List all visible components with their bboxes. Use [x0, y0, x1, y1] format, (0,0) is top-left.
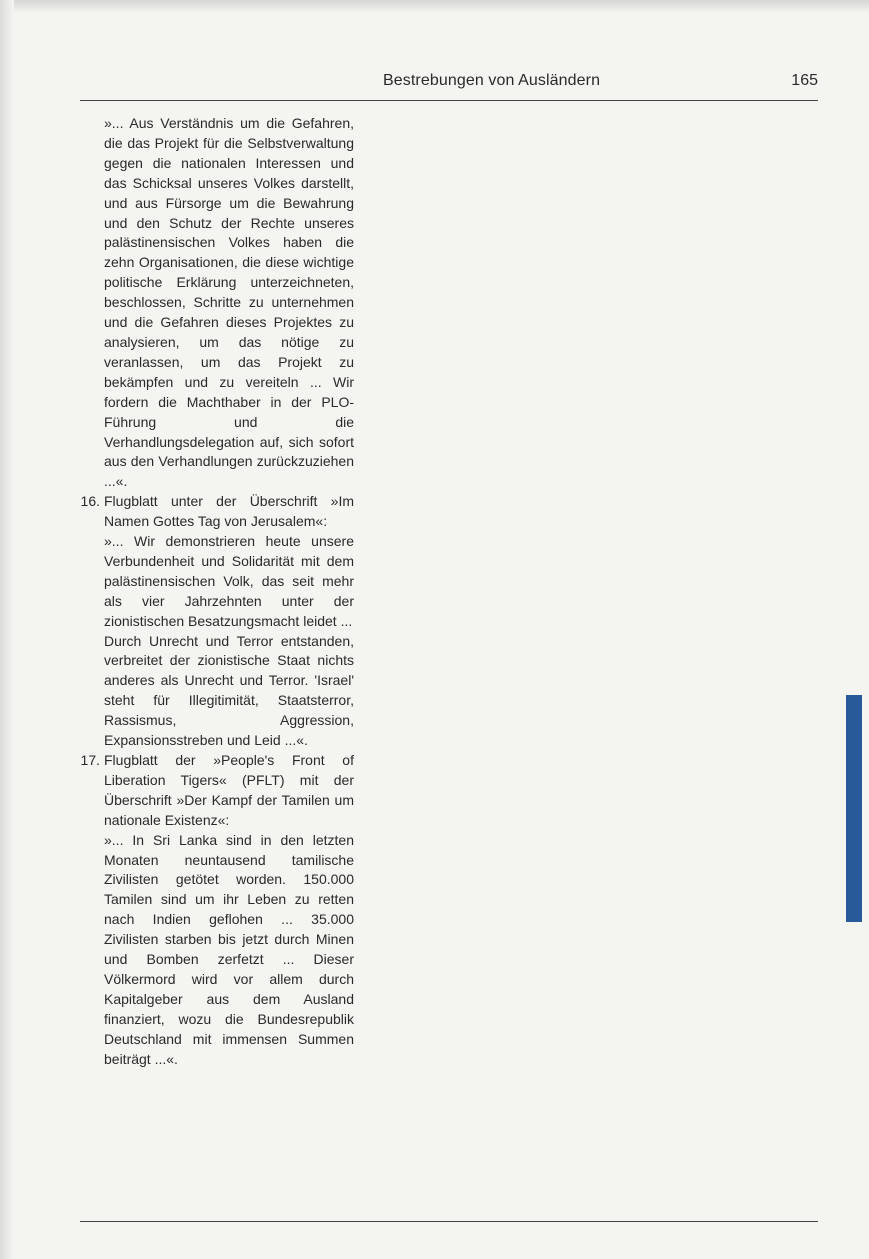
entry-intro: Flugblatt der »People's Front of Liberation Tigers« (PFLT) mit der Überschrift »Der Kampf der Tamilen um nationale Existenz«: [104, 752, 354, 828]
entry-intro: Flugblatt unter der Überschrift »Im Namen Gottes Tag von Jerusalem«: [104, 493, 354, 530]
page-number: 165 [791, 72, 818, 89]
entry-17 [64, 751, 354, 1070]
quote-paragraph: »... Wir demonstrieren heute unsere Verbundenheit und Solidarität mit dem palästinensischen Volk, das seit mehr als vier Jahrzehnten unter der zionistischen Besatzungsmacht leidet ... [104, 533, 354, 629]
running-title: Bestrebungen von Ausländern [383, 72, 601, 89]
page-header [80, 72, 818, 98]
quote-paragraph: Durch Unrecht und Terror entstanden, verbreitet der zionistische Staat nichts anderes als Unrecht und Terror. 'Israel' steht für Illegitimität, Staatsterror, Rassismus, Aggression, Expansionsstreben und Leid ...«. [104, 632, 354, 749]
text-column [64, 114, 354, 1070]
header-rule [80, 100, 818, 101]
scan-shadow-top [0, 0, 869, 12]
quote-paragraph: »... Aus Verständnis um die Gefahren, die das Projekt für die Selbstverwaltung gegen die nationalen Interessen und das Schicksal unseres Volkes darstellt, und aus Fürsorge um die Bewahrung und den Schutz der Rechte unseres palästinensischen Volkes haben die zehn Organisationen, die diese wichtige politische Erklärung unterzeichneten, beschlossen, Schritte zu unternehmen und die Gefahren dieses Projektes zu analysieren, um das nötige zu veranlassen, um das Projekt zu bekämpfen und zu vereiteln ... Wir fordern die Machthaber in der PLO-Führung und die Verhandlungsdelegation auf, sich sofort aus den Verhandlungen zurückzuziehen ...«. [104, 115, 354, 490]
entry-continuation [64, 114, 354, 492]
scan-shadow-left [0, 0, 14, 1259]
footer-rule [80, 1221, 818, 1222]
entry-number: 16. [80, 493, 100, 510]
quote-paragraph: »... In Sri Lanka sind in den letzten Monaten neuntausend tamilische Zivilisten getötet worden. 150.000 Tamilen sind um ihr Leben zu retten nach Indien geflohen ... 35.000 Zivilisten starben bis jetzt durch Minen und Bomben zerfetzt ... Dieser Völkermord wird vor allem durch Kapitalgeber aus dem Ausland finanziert, wozu die Bundesrepublik Deutschland mit immensen Summen beiträgt ...«. [104, 831, 354, 1067]
chapter-thumb-tab [846, 695, 862, 922]
entry-number: 17. [80, 752, 100, 768]
entry-16 [64, 492, 354, 751]
